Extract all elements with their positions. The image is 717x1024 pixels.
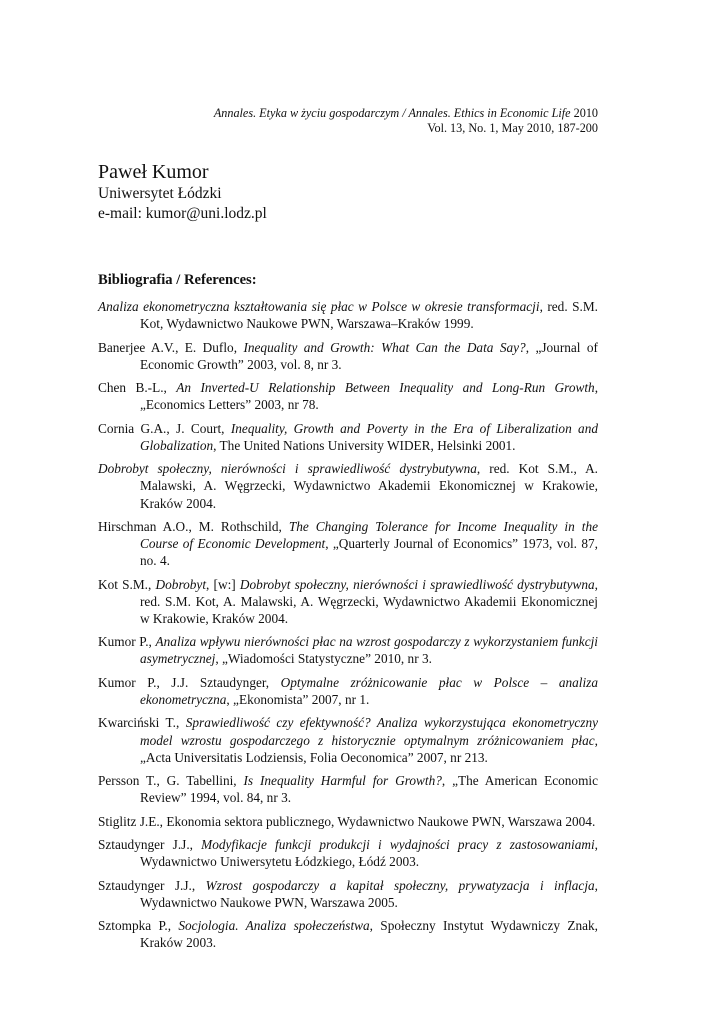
reference-title: Dobrobyt: [155, 576, 207, 592]
journal-title-line: [98, 106, 598, 121]
reference-title: An Inverted-U Relationship Between Inequality and Long-Run Growth: [176, 380, 595, 396]
reference-entry: [98, 633, 598, 667]
journal-title: Annales. Etyka w życiu gospodarczym / Annales. Ethics in Economic Life: [213, 106, 571, 120]
reference-text: , Wydawnictwo Naukowe PWN, Warszawa 2005.: [140, 877, 598, 910]
reference-title: Inequality and Growth: What Can the Data Say?: [243, 339, 526, 355]
reference-title: Inequality, Growth and Poverty in the Era of Liberalization and Globalization: [140, 420, 599, 453]
reference-entry: [98, 772, 598, 806]
reference-title: Analiza wpływu nierówności płac na wzrost gospodarczy z wykorzystaniem funkcji asymetrycznej: [140, 634, 599, 667]
reference-text: Hirschman A.O., M. Rothschild,: [98, 518, 289, 534]
reference-title: Optymalne zróżnicowanie płac w Polsce – analiza ekonometryczna: [140, 674, 598, 707]
reference-title: Socjologia. Analiza społeczeństwa: [178, 918, 370, 934]
reference-title: Sprawiedliwość czy efektywność? Analiza wykorzystująca ekonometryczny model wzrostu gospodarczego z historycznie optymalnym zróżnicowaniem płac: [140, 715, 598, 748]
reference-entry: [98, 836, 598, 870]
reference-text: , „Quarterly Journal of Economics” 1973, vol. 87, no. 4.: [140, 536, 598, 569]
reference-entry: [98, 813, 598, 830]
reference-title: Analiza ekonometryczna kształtowania się płac w Polsce w okresie transformacji: [98, 299, 540, 314]
reference-entry: [98, 339, 598, 373]
reference-text: , „Acta Universitatis Lodziensis, Folia Oeconomica” 2007, nr 213.: [140, 732, 598, 765]
reference-title: Wzrost gospodarczy a kapitał społeczny, prywatyzacja i inflacja: [205, 877, 595, 893]
reference-text: , „Wiadomości Statystyczne” 2010, nr 3.: [215, 651, 432, 667]
reference-entry: [98, 714, 598, 765]
reference-title: The Changing Tolerance for Income Inequality in the Course of Economic Development: [140, 518, 598, 552]
reference-text: Cornia G.A., J. Court,: [98, 420, 231, 436]
reference-title: Dobrobyt społeczny, nierówności i sprawiedliwość dystrybutywna: [239, 576, 595, 592]
reference-text: Sztompka P.,: [98, 918, 179, 934]
reference-text: Sztaudynger J.J.,: [98, 837, 202, 853]
reference-title: Is Inequality Harmful for Growth?: [243, 773, 442, 789]
reference-text: , „Ekonomista” 2007, nr 1.: [226, 692, 370, 707]
reference-text: , Społeczny Instytut Wydawniczy Znak, Kraków 2003.: [140, 918, 598, 951]
reference-text: Kumor P.,: [98, 634, 156, 650]
journal-year: 2010: [573, 106, 598, 120]
reference-title: Modyfikacje funkcji produkcji i wydajności pracy z zastosowaniami: [201, 837, 595, 853]
reference-entry: [98, 420, 598, 454]
bibliography-heading: Bibliografia / References:: [98, 272, 257, 288]
reference-entry: [98, 674, 598, 708]
reference-entry: [98, 379, 598, 413]
reference-text: Sztaudynger J.J.,: [98, 877, 206, 893]
reference-text: , The United Nations University WIDER, Helsinki 2001.: [213, 437, 516, 453]
reference-text: , [w:]: [206, 576, 240, 592]
author-name: Paweł Kumor: [98, 161, 209, 183]
reference-text: , red. S.M. Kot, A. Malawski, A. Węgrzecki, Wydawnictwo Akademii Ekonomicznej w Krakowie, Kraków 2004.: [140, 576, 598, 626]
reference-text: Kumor P., J.J. Sztaudynger,: [98, 674, 281, 690]
reference-text: , „The American Economic Review” 1994, vol. 84, nr 3.: [140, 773, 599, 806]
reference-text: , „Economics Letters” 2003, nr 78.: [140, 380, 599, 413]
reference-text: , red. S.M. Kot, Wydawnictwo Naukowe PWN, Warszawa–Kraków 1999.: [140, 299, 598, 332]
author-block: [98, 160, 598, 224]
reference-text: Persson T., G. Tabellini,: [98, 773, 244, 789]
reference-text: , Wydawnictwo Uniwersytetu Łódzkiego, Łódź 2003.: [140, 837, 598, 870]
reference-text: , „Journal of Economic Growth” 2003, vol. 8, nr 3.: [140, 339, 598, 372]
reference-text: Chen B.-L.,: [98, 380, 177, 396]
reference-text: , red. Kot S.M., A. Malawski, A. Węgrzecki, Wydawnictwo Akademii Ekonomicznej w Krakowie, Kraków 2004.: [140, 461, 599, 511]
reference-list: [98, 298, 598, 958]
journal-volume: Vol. 13, No. 1, May 2010, 187-200: [427, 121, 598, 135]
reference-text: Kot S.M.,: [98, 576, 156, 592]
reference-text: Stiglitz J.E., Ekonomia sektora publicznego, Wydawnictwo Naukowe PWN, Warszawa 2004.: [98, 813, 596, 829]
author-email: e-mail: kumor@uni.lodz.pl: [98, 205, 267, 222]
reference-text: Kwarciński T.,: [98, 715, 186, 731]
reference-entry: [98, 460, 598, 511]
reference-entry: [98, 576, 598, 627]
reference-text: Banerjee A.V., E. Duflo,: [98, 339, 244, 355]
journal-header: [98, 106, 598, 136]
reference-entry: [98, 877, 598, 911]
reference-entry: [98, 298, 598, 332]
reference-entry: [98, 518, 598, 569]
reference-title: Dobrobyt społeczny, nierówności i sprawiedliwość dystrybutywna: [98, 461, 477, 477]
author-affiliation: Uniwersytet Łódzki: [98, 185, 222, 202]
document-page: [98, 0, 598, 1024]
reference-entry: [98, 917, 598, 951]
